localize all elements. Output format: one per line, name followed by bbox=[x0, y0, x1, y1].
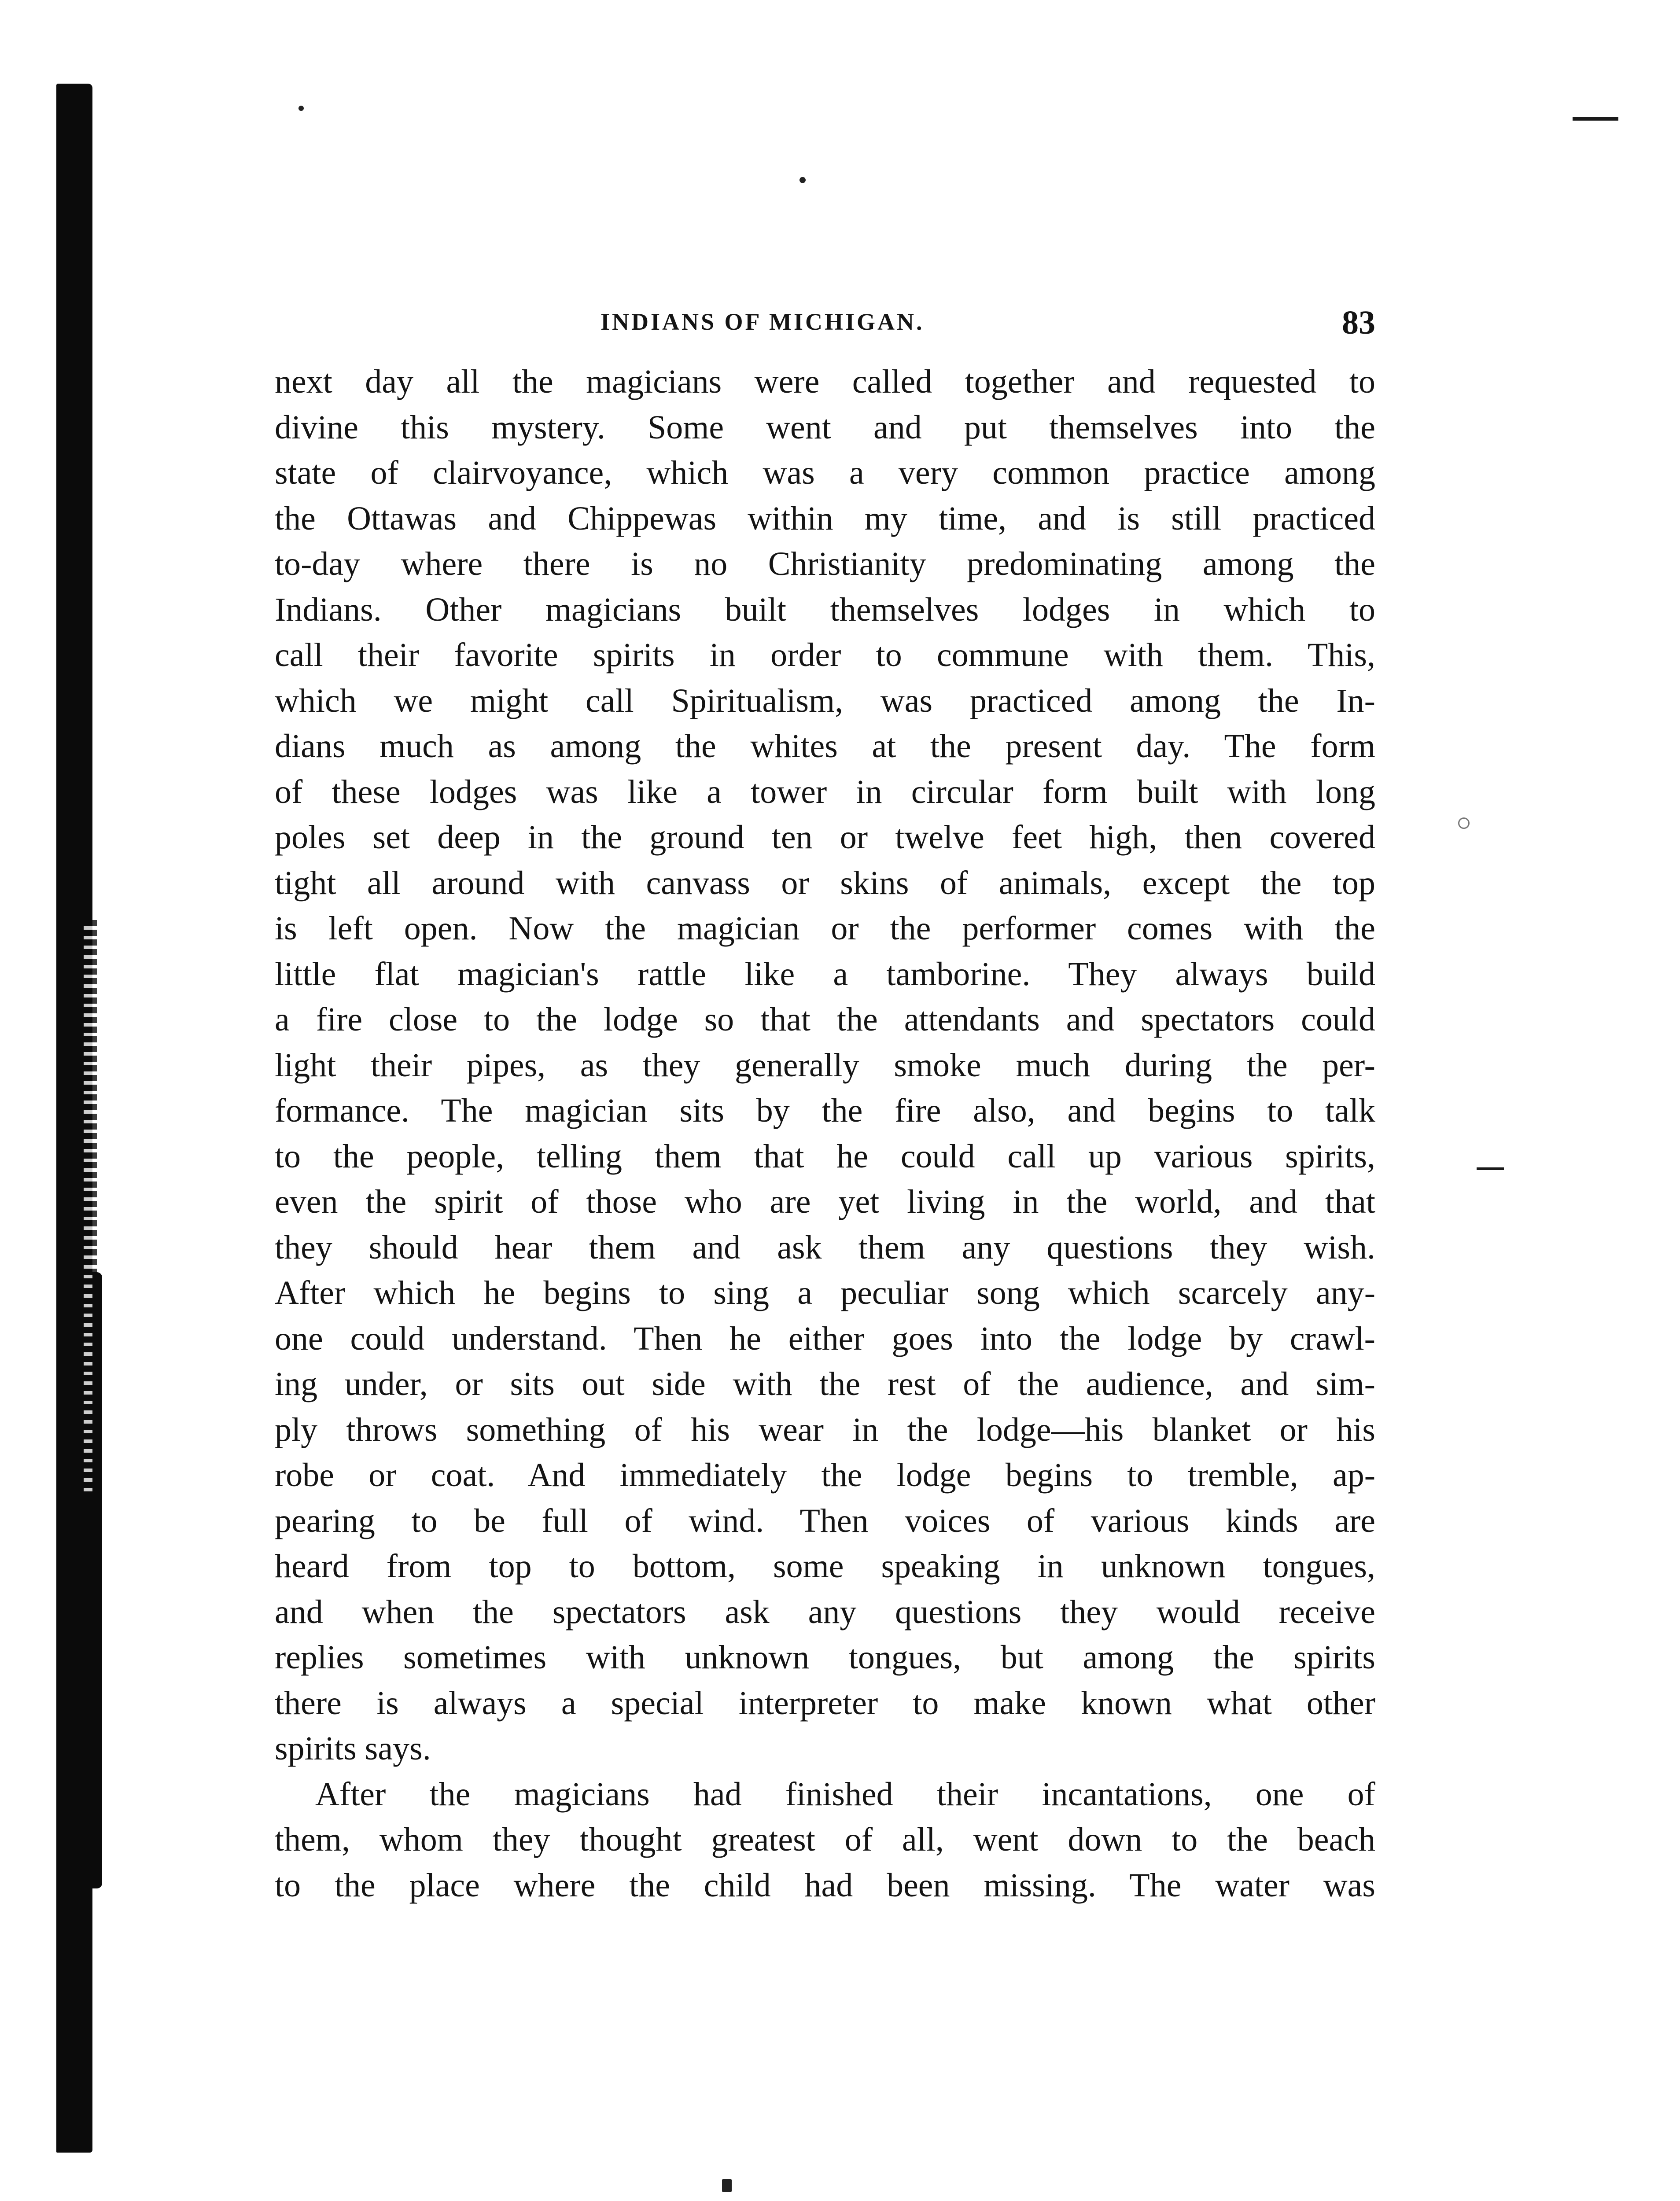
text-line: next day all the magicians were called together and requested to bbox=[275, 363, 1375, 400]
text-line: to-day where there is no Christianity predominating among the bbox=[275, 545, 1375, 582]
running-head: INDIANS OF MICHIGAN. bbox=[601, 309, 925, 335]
text-line: a fire close to the lodge so that the attendants and spectators could bbox=[275, 1001, 1375, 1038]
text-line: After the magicians had finished their incantations, one of bbox=[315, 1775, 1375, 1813]
paragraph bbox=[275, 359, 1375, 1772]
text-line: ing under, or sits out side with the rest of the audience, and sim- bbox=[275, 1366, 1375, 1402]
text-line: replies sometimes with unknown tongues, but among the spirits bbox=[275, 1639, 1375, 1676]
text-line: to the place where the child had been missing. The water was bbox=[275, 1866, 1375, 1904]
text-line: poles set deep in the ground ten or twelve feet high, then covered bbox=[275, 819, 1375, 856]
text-line: spirits says. bbox=[275, 1730, 431, 1767]
text-line: tight all around with canvass or skins of animals, except the top bbox=[275, 864, 1375, 902]
text-line: of these lodges was like a tower in circular form built with long bbox=[275, 773, 1375, 810]
margin-dash-mark bbox=[1573, 117, 1618, 121]
text-line: the Ottawas and Chippewas within my time, and is still practiced bbox=[275, 500, 1375, 537]
scan-speck bbox=[799, 177, 806, 183]
page-number: 83 bbox=[1342, 304, 1375, 341]
text-line: little flat magician's rattle like a tamborine. They always build bbox=[275, 955, 1375, 993]
text-line: dians much as among the whites at the present day. The form bbox=[275, 728, 1375, 765]
text-line: robe or coat. And immediately the lodge begins to tremble, ap- bbox=[275, 1457, 1375, 1494]
text-line: to the people, telling them that he could call up various spirits, bbox=[275, 1137, 1375, 1175]
text-line: there is always a special interpreter to make known what other bbox=[275, 1684, 1375, 1722]
text-line: formance. The magician sits by the fire also, and begins to talk bbox=[275, 1092, 1375, 1129]
text-line: Indians. Other magicians built themselves lodges in which to bbox=[275, 591, 1375, 628]
text-line: them, whom they thought greatest of all, went down to the beach bbox=[275, 1821, 1375, 1858]
binding-shadow bbox=[56, 84, 92, 2153]
scan-speck bbox=[722, 2179, 732, 2192]
text-line: divine this mystery. Some went and put themselves into the bbox=[275, 409, 1375, 446]
scan-speck bbox=[1458, 817, 1470, 829]
page-header bbox=[275, 304, 1375, 343]
scan-speck bbox=[298, 106, 304, 111]
text-line: light their pipes, as they generally smoke much during the per- bbox=[275, 1046, 1375, 1084]
margin-dash-mark bbox=[1477, 1167, 1504, 1170]
text-line: one could understand. Then he either goes into the lodge by crawl- bbox=[275, 1320, 1375, 1357]
text-line: even the spirit of those who are yet living in the world, and that bbox=[275, 1183, 1375, 1220]
body-text bbox=[275, 359, 1375, 1908]
text-line: and when the spectators ask any questions they would receive bbox=[275, 1593, 1375, 1631]
text-line: After which he begins to sing a peculiar song which scarcely any- bbox=[275, 1274, 1375, 1311]
text-line: which we might call Spiritualism, was practiced among the In- bbox=[275, 682, 1375, 719]
text-line: call their favorite spirits in order to commune with them. This, bbox=[275, 637, 1375, 674]
text-line: pearing to be full of wind. Then voices of various kinds are bbox=[275, 1502, 1375, 1539]
text-line: ply throws something of his wear in the lodge—his blanket or his bbox=[275, 1411, 1375, 1448]
text-line: is left open. Now the magician or the performer comes with the bbox=[275, 910, 1375, 947]
text-line: heard from top to bottom, some speaking in unknown tongues, bbox=[275, 1548, 1375, 1585]
text-line: they should hear them and ask them any questions they wish. bbox=[275, 1229, 1375, 1266]
text-line: state of clairvoyance, which was a very common practice among bbox=[275, 454, 1375, 491]
paragraph bbox=[275, 1772, 1375, 1909]
